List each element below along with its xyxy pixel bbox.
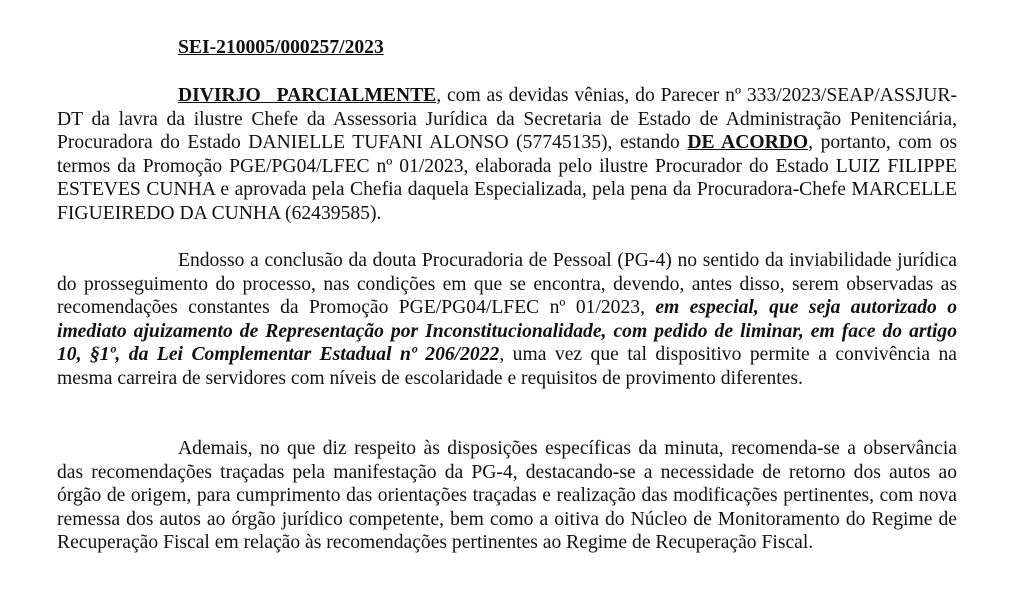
- process-reference: SEI-210005/000257/2023: [178, 37, 384, 58]
- emphasis-partial-dissent: DIVIRJO PARCIALMENTE: [178, 85, 437, 106]
- paragraph-partial-dissent: [57, 84, 957, 225]
- paragraph-text: Ademais, no que diz respeito às disposições específicas da minuta, recomenda-se a observância das recomendações traçadas pela manifestação da PG-4, destacando-se a necessidade de retorno dos autos ao órgão de origem, para cumprimento das orientações traçadas e realização das modificações pertinentes, com nova remessa dos autos ao órgão jurídico competente, bem como a oitiva do Núcleo de Monitoramento do Regime de Recuperação Fiscal em relação às recomendações pertinentes ao Regime de Recuperação Fiscal.: [57, 438, 957, 553]
- paragraph-text: , uma vez que tal dispositivo permite a convivência na mesma carreira de servidores com níveis de escolaridade e requisitos de provimento diferentes.: [57, 344, 957, 389]
- emphasis-agreement: DE ACORDO: [687, 132, 809, 153]
- emphasis-recommendation: em especial, que seja autorizado o imediato ajuizamento de Representação por Inconstitucionalidade, com pedido de liminar, em face do artigo 10, §1º, da Lei Complementar Estadual nº 206/2022: [57, 297, 957, 365]
- paragraph-endorsement: [57, 249, 957, 390]
- paragraph-text: , portanto, com os termos da Promoção PGE/PG04/LFEC nº 01/2023, elaborada pelo ilustre Procurador do Estado LUIZ FILIPPE ESTEVES CUNHA e aprovada pela Chefia daquela Especializada, pela pena da Procuradora-Chefe MARCELLE FIGUEIREDO DA CUNHA (62439585).: [57, 132, 957, 224]
- paragraph-text: , com as devidas vênias, do Parecer nº 333/2023/SEAP/ASSJUR-DT da lavra da ilustre Chefe da Assessoria Jurídica da Secretaria de Estado de Administração Penitenciária, Procuradora do Estado DANIELLE TUFANI ALONSO (57745135), estando: [57, 85, 957, 153]
- paragraph-text: Endosso a conclusão da douta Procuradoria de Pessoal (PG-4) no sentido da inviabilidade jurídica do prosseguimento do processo, nas condições em que se encontra, devendo, antes disso, serem observadas as recomendações constantes da Promoção PGE/PG04/LFEC nº 01/2023,: [57, 250, 957, 318]
- paragraph-additional-recommendations: [57, 437, 957, 555]
